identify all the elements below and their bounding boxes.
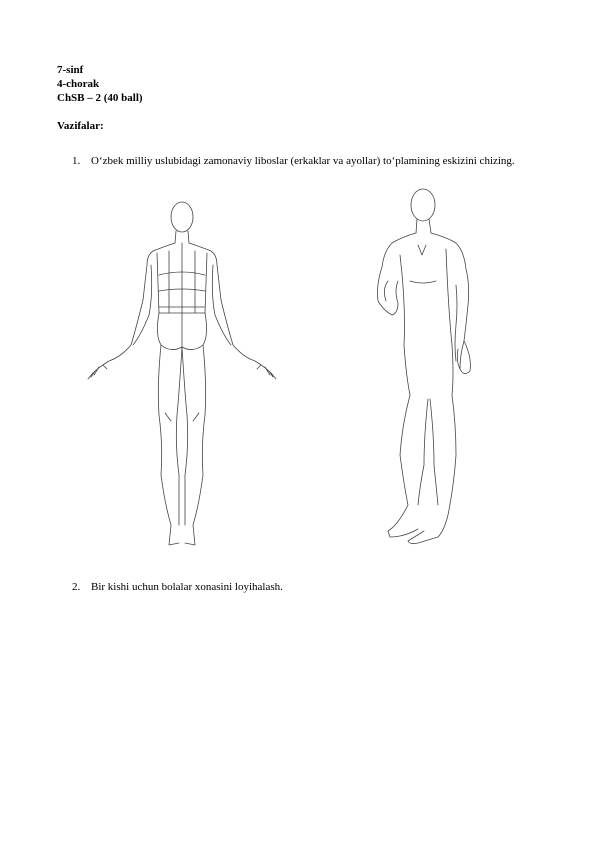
- quarter-label: 4-chorak: [57, 78, 100, 90]
- grade-label: 7-sinf: [57, 64, 84, 76]
- task-text: Bir kishi uchun bolalar xonasini loyihalash.: [91, 581, 283, 593]
- female-croquis: [85, 195, 280, 550]
- task-item-1: [72, 154, 515, 168]
- assessment-label: ChSB – 2 (40 ball): [57, 92, 143, 104]
- task-number: 2.: [72, 581, 81, 593]
- male-croquis: [368, 185, 483, 550]
- task-item-2: [72, 580, 283, 594]
- task-text: O‘zbek milliy uslubidagi zamonaviy liboslar (erkaklar va ayollar) to‘plamining eskizini chizing.: [91, 155, 515, 167]
- tasks-heading: Vazifalar:: [57, 120, 104, 132]
- task-number: 1.: [72, 155, 81, 167]
